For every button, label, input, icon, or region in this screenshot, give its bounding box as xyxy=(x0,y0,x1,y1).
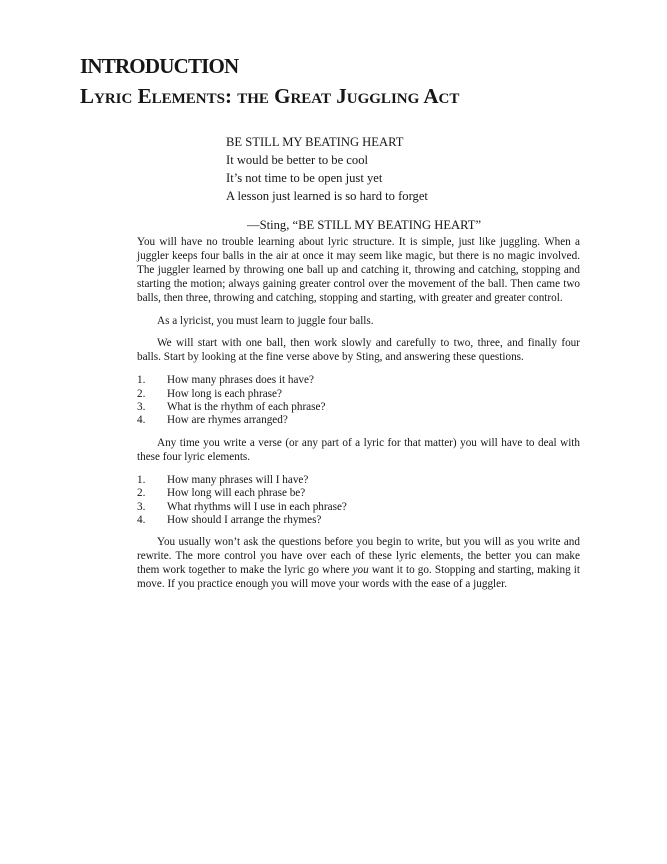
epigraph-line: It would be better to be cool xyxy=(226,153,368,167)
list-item: 4. How should I arrange the rhymes? xyxy=(137,513,322,526)
page-subheading: Lyric Elements: the Great Juggling Act xyxy=(80,84,460,108)
body-text xyxy=(137,236,580,601)
epigraph-line: It’s not time to be open just yet xyxy=(226,171,383,185)
list-item: 3. What rhythms will I use in each phrase? xyxy=(137,500,347,513)
list-item: 1. How many phrases does it have? xyxy=(137,374,314,387)
paragraph-start: We will start with one ball, then work slowly and carefully to two, three, and finally four balls. Start by looking at the fine verse above by Sting, and answering these questions. xyxy=(137,337,580,364)
question-list-writer xyxy=(137,474,580,528)
epigraph xyxy=(226,133,481,234)
paragraph-four-balls: As a lyricist, you must learn to juggle four balls. xyxy=(157,314,374,327)
list-item: 4. How are rhymes arranged? xyxy=(137,414,288,427)
epigraph-line: A lesson just learned is so hard to forget xyxy=(226,189,428,203)
list-item: 3. What is the rhythm of each phrase? xyxy=(137,401,326,414)
paragraph-intro: You will have no trouble learning about lyric structure. It is simple, just like juggling. When a juggler keeps four balls in the air at once it may seem like magic, but there is no magic involved. The juggler learned by throwing one ball up and catching it, throwing and catching, stopping and starting the motion; always gaining greater control over the movement of the ball. Then came two balls, then three, throwing and catching, stopping and starting, with greater and greater control. xyxy=(137,236,580,304)
list-item: 2. How long is each phrase? xyxy=(137,387,282,400)
epigraph-line: BE STILL MY BEATING HEART xyxy=(226,135,404,149)
question-list-verse xyxy=(137,374,580,428)
list-item: 2. How long will each phrase be? xyxy=(137,487,306,500)
paragraph-closing: You usually won’t ask the questions before you begin to write, but you will as you write and rewrite. The more control you have over each of these lyric elements, the better you can make them work together to make the lyric go where you want it to go. Stopping and starting, making it move. If you practice enough you will move your words with the ease of a juggler. xyxy=(137,536,580,591)
epigraph-attribution: —Sting, “BE STILL MY BEATING HEART” xyxy=(247,218,482,232)
page-heading: INTRODUCTION xyxy=(80,54,239,78)
emphasis-you: you xyxy=(352,564,369,577)
paragraph-any-time: Any time you write a verse (or any part of a lyric for that matter) you will have to deal with these four lyric elements. xyxy=(137,436,580,463)
list-item: 1. How many phrases will I have? xyxy=(137,473,309,486)
